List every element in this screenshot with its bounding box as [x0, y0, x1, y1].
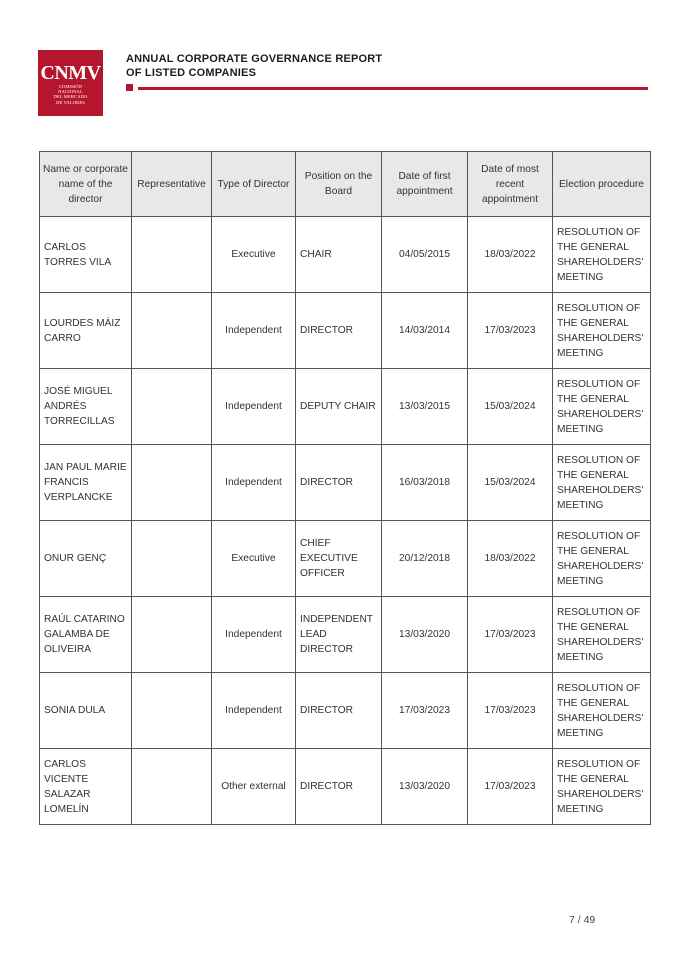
cell-first-appointment: 04/05/2015	[382, 217, 468, 293]
cell-first-appointment: 20/12/2018	[382, 521, 468, 597]
cell-name: CARLOS VICENTE SALAZAR LOMELÍN	[40, 749, 132, 825]
col-header-position: Position on the Board	[296, 152, 382, 217]
table-header-row	[40, 152, 651, 217]
cell-election-procedure: RESOLUTION OF THE GENERAL SHAREHOLDERS' MEETING	[553, 597, 651, 673]
cell-name: SONIA DULA	[40, 673, 132, 749]
cell-recent-appointment: 17/03/2023	[468, 749, 553, 825]
cell-representative	[132, 369, 212, 445]
cell-election-procedure: RESOLUTION OF THE GENERAL SHAREHOLDERS' MEETING	[553, 673, 651, 749]
cell-election-procedure: RESOLUTION OF THE GENERAL SHAREHOLDERS' MEETING	[553, 293, 651, 369]
cell-representative	[132, 445, 212, 521]
cell-first-appointment: 14/03/2014	[382, 293, 468, 369]
cell-name: JAN PAUL MARIE FRANCIS VERPLANCKE	[40, 445, 132, 521]
table-row	[40, 597, 651, 673]
page-number: 7 / 49	[569, 914, 596, 926]
table-row	[40, 521, 651, 597]
divider-square	[126, 84, 133, 91]
cell-recent-appointment: 17/03/2023	[468, 673, 553, 749]
logo-line: DE VALORES	[56, 99, 85, 105]
cell-name: CARLOS TORRES VILA	[40, 217, 132, 293]
report-title-line1: ANNUAL CORPORATE GOVERNANCE REPORT	[126, 53, 383, 65]
cell-election-procedure: RESOLUTION OF THE GENERAL SHAREHOLDERS' MEETING	[553, 369, 651, 445]
cell-election-procedure: RESOLUTION OF THE GENERAL SHAREHOLDERS' MEETING	[553, 749, 651, 825]
directors-table	[39, 151, 651, 825]
col-header-representative: Representative	[132, 152, 212, 217]
cell-representative	[132, 521, 212, 597]
cell-recent-appointment: 15/03/2024	[468, 445, 553, 521]
cell-first-appointment: 16/03/2018	[382, 445, 468, 521]
cell-first-appointment: 13/03/2015	[382, 369, 468, 445]
cell-first-appointment: 13/03/2020	[382, 749, 468, 825]
cell-name: ONUR GENÇ	[40, 521, 132, 597]
cell-representative	[132, 673, 212, 749]
cell-type: Executive	[212, 521, 296, 597]
cell-position: DIRECTOR	[296, 293, 382, 369]
cell-recent-appointment: 15/03/2024	[468, 369, 553, 445]
cell-type: Executive	[212, 217, 296, 293]
cnmv-logo	[38, 50, 103, 116]
table-row	[40, 673, 651, 749]
cell-election-procedure: RESOLUTION OF THE GENERAL SHAREHOLDERS' MEETING	[553, 445, 651, 521]
cell-first-appointment: 17/03/2023	[382, 673, 468, 749]
table-row	[40, 369, 651, 445]
col-header-first-appointment: Date of first appointment	[382, 152, 468, 217]
cell-position: INDEPENDENT LEAD DIRECTOR	[296, 597, 382, 673]
divider-line	[138, 87, 648, 90]
col-header-election-procedure: Election procedure	[553, 152, 651, 217]
logo-main-text: CNMV	[40, 62, 101, 84]
cell-position: DIRECTOR	[296, 673, 382, 749]
table-row	[40, 445, 651, 521]
cell-recent-appointment: 18/03/2022	[468, 521, 553, 597]
table-row	[40, 749, 651, 825]
cell-type: Independent	[212, 445, 296, 521]
cell-type: Independent	[212, 597, 296, 673]
table-row	[40, 217, 651, 293]
report-title-line2: OF LISTED COMPANIES	[126, 67, 257, 79]
cell-type: Independent	[212, 293, 296, 369]
cell-representative	[132, 293, 212, 369]
cell-election-procedure: RESOLUTION OF THE GENERAL SHAREHOLDERS' MEETING	[553, 521, 651, 597]
logo-subtitle	[38, 84, 103, 105]
cell-position: CHAIR	[296, 217, 382, 293]
cell-type: Other external	[212, 749, 296, 825]
cell-name: RAÚL CATARINO GALAMBA DE OLIVEIRA	[40, 597, 132, 673]
report-title	[126, 52, 382, 80]
cell-representative	[132, 749, 212, 825]
cell-first-appointment: 13/03/2020	[382, 597, 468, 673]
logo-line: NACIONAL	[58, 89, 83, 95]
cell-position: DIRECTOR	[296, 445, 382, 521]
col-header-name: Name or corporate name of the director	[40, 152, 132, 217]
cell-name: JOSÉ MIGUEL ANDRÉS TORRECILLAS	[40, 369, 132, 445]
cell-name: LOURDES MÁIZ CARRO	[40, 293, 132, 369]
cell-election-procedure: RESOLUTION OF THE GENERAL SHAREHOLDERS' MEETING	[553, 217, 651, 293]
logo-line: COMISIÓN	[58, 84, 83, 89]
cell-recent-appointment: 18/03/2022	[468, 217, 553, 293]
logo-line: DEL MERCADO	[53, 94, 88, 100]
cell-type: Independent	[212, 369, 296, 445]
cell-position: DIRECTOR	[296, 749, 382, 825]
cell-position: DEPUTY CHAIR	[296, 369, 382, 445]
table-row	[40, 293, 651, 369]
cell-type: Independent	[212, 673, 296, 749]
cell-recent-appointment: 17/03/2023	[468, 597, 553, 673]
cell-representative	[132, 597, 212, 673]
cell-recent-appointment: 17/03/2023	[468, 293, 553, 369]
cell-representative	[132, 217, 212, 293]
col-header-type: Type of Director	[212, 152, 296, 217]
col-header-recent-appointment: Date of most recent appointment	[468, 152, 553, 217]
cell-position: CHIEF EXECUTIVE OFFICER	[296, 521, 382, 597]
